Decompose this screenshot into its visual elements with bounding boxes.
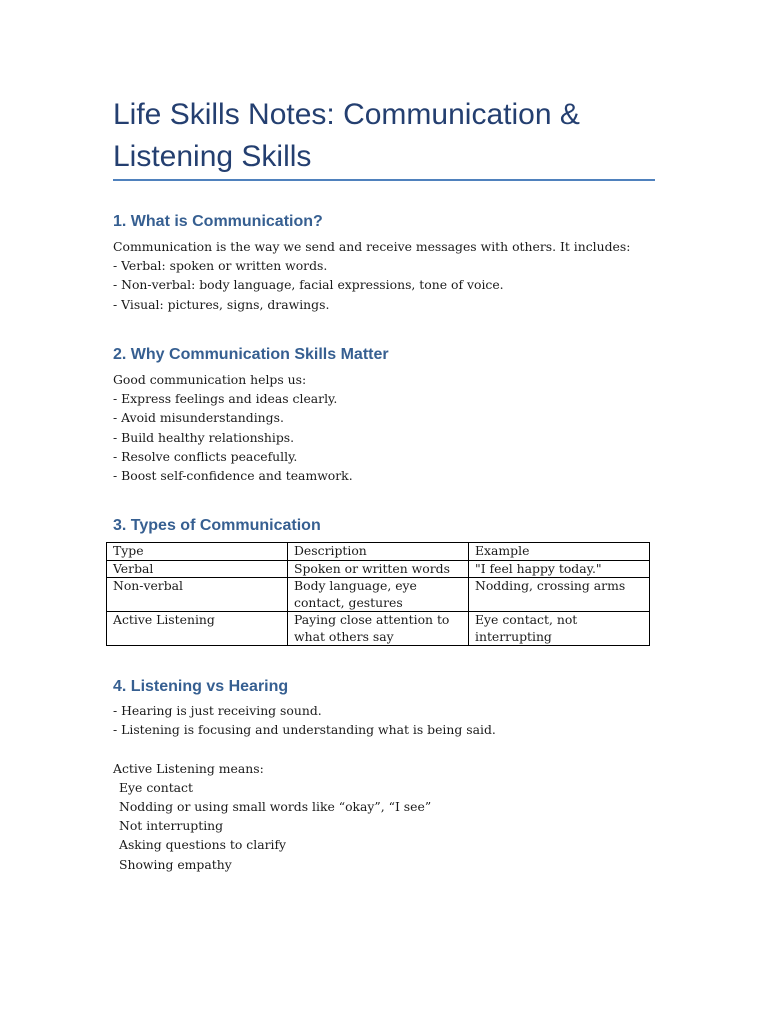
table-cell: Eye contact, not interrupting	[469, 612, 650, 646]
list-item: Not interrupting	[119, 818, 224, 834]
table-header-row	[107, 543, 650, 561]
bullet-line: - Non-verbal: body language, facial expressions, tone of voice.	[113, 277, 504, 293]
bullet-line: - Verbal: spoken or written words.	[113, 258, 328, 274]
list-item: Asking questions to clarify	[119, 837, 287, 853]
communication-types-table	[106, 542, 650, 646]
table-header-cell: Description	[288, 543, 469, 561]
table-cell: Non-verbal	[107, 578, 288, 612]
section-4-heading: 4. Listening vs Hearing	[113, 678, 289, 695]
list-item: Showing empathy	[119, 856, 232, 872]
section-2-heading: 2. Why Communication Skills Matter	[113, 346, 389, 363]
list-item: Nodding or using small words like “okay”, “I see”	[119, 799, 432, 815]
bullet-line: - Hearing is just receiving sound.	[113, 703, 322, 718]
body-line: Communication is the way we send and receive messages with others. It includes:	[113, 239, 631, 254]
body-line: Good communication helps us:	[113, 372, 307, 387]
bullet-line: - Boost self-confidence and teamwork.	[113, 468, 353, 484]
table-row	[107, 612, 650, 646]
bullet-line: - Listening is focusing and understanding what is being said.	[113, 722, 496, 738]
bullet-line: - Resolve conflicts peacefully.	[113, 448, 298, 464]
table-row	[107, 560, 650, 578]
table-cell: "I feel happy today."	[469, 560, 650, 578]
section-1-body	[113, 237, 673, 314]
table-cell: Paying close attention to what others say	[288, 612, 469, 646]
section-1-heading: 1. What is Communication?	[113, 213, 323, 230]
table-cell: Nodding, crossing arms	[469, 578, 650, 612]
section-2-body	[113, 370, 673, 485]
table-cell: Body language, eye contact, gestures	[288, 578, 469, 612]
bullet-line: - Avoid misunderstandings.	[113, 410, 284, 426]
table-row	[107, 578, 650, 612]
table-header-cell: Example	[469, 543, 650, 561]
bullet-line: - Express feelings and ideas clearly.	[113, 391, 338, 407]
table-cell: Spoken or written words	[288, 560, 469, 578]
section-3-heading: 3. Types of Communication	[113, 517, 321, 534]
list-item: Eye contact	[119, 779, 193, 795]
table-cell: Verbal	[107, 560, 288, 578]
title-divider	[113, 179, 655, 181]
blank-line	[113, 739, 673, 758]
table-cell: Active Listening	[107, 612, 288, 646]
bullet-line: - Visual: pictures, signs, drawings.	[113, 296, 330, 312]
document-title: Life Skills Notes: Communication & Listening Skills	[113, 98, 580, 173]
active-listening-intro: Active Listening means:	[113, 760, 264, 776]
table-header-cell: Type	[107, 543, 288, 561]
bullet-line: - Build healthy relationships.	[113, 429, 295, 445]
section-4-body	[113, 701, 673, 874]
